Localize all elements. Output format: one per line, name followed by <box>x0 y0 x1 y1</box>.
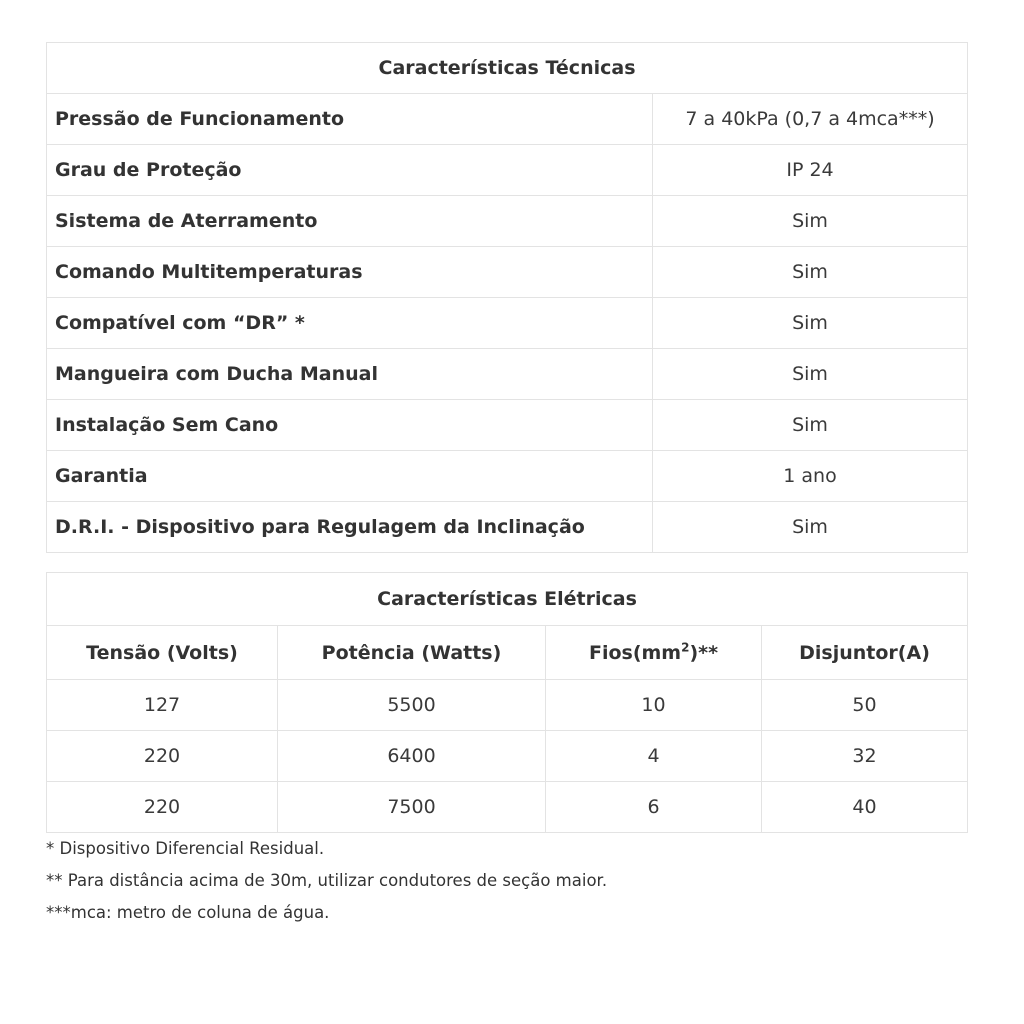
row-label: Sistema de Aterramento <box>47 196 653 247</box>
cell-fios: 4 <box>546 731 762 782</box>
table-row <box>47 298 968 349</box>
table-row <box>47 782 968 833</box>
table-row <box>47 94 968 145</box>
table-row <box>47 451 968 502</box>
row-label: D.R.I. - Dispositivo para Regulagem da Inclinação <box>47 502 653 553</box>
table-title: Características Técnicas <box>47 43 968 94</box>
cell-tensao: 127 <box>47 680 278 731</box>
row-label: Garantia <box>47 451 653 502</box>
row-label: Compatível com “DR” * <box>47 298 653 349</box>
fios-superscript: 2 <box>681 640 690 655</box>
table-title: Características Elétricas <box>47 573 968 626</box>
row-label: Comando Multitemperaturas <box>47 247 653 298</box>
footnote: * Dispositivo Diferencial Residual. <box>46 839 325 858</box>
row-value: Sim <box>653 502 968 553</box>
cell-tensao: 220 <box>47 731 278 782</box>
fios-suffix: )** <box>689 641 719 664</box>
column-header-tensao: Tensão (Volts) <box>47 626 278 680</box>
table-row <box>47 502 968 553</box>
fios-prefix: Fios(mm <box>588 641 682 664</box>
cell-disjuntor: 40 <box>762 782 968 833</box>
row-label: Pressão de Funcionamento <box>47 94 653 145</box>
row-value: Sim <box>653 349 968 400</box>
table-row <box>47 247 968 298</box>
table-row <box>47 145 968 196</box>
row-value: IP 24 <box>653 145 968 196</box>
cell-potencia: 5500 <box>278 680 546 731</box>
cell-potencia: 6400 <box>278 731 546 782</box>
table-row <box>47 400 968 451</box>
column-header-potencia: Potência (Watts) <box>278 626 546 680</box>
cell-tensao: 220 <box>47 782 278 833</box>
row-value: Sim <box>653 400 968 451</box>
row-value: Sim <box>653 298 968 349</box>
cell-fios: 10 <box>546 680 762 731</box>
cell-potencia: 7500 <box>278 782 546 833</box>
footnote: ** Para distância acima de 30m, utilizar condutores de seção maior. <box>46 871 608 890</box>
table-row <box>47 196 968 247</box>
header-row <box>47 626 968 680</box>
row-label: Instalação Sem Cano <box>47 400 653 451</box>
column-header-disjuntor: Disjuntor(A) <box>762 626 968 680</box>
table-row <box>47 731 968 782</box>
table-row <box>47 349 968 400</box>
table-row <box>47 680 968 731</box>
row-label: Mangueira com Ducha Manual <box>47 349 653 400</box>
table-title-row <box>47 43 968 94</box>
footnotes <box>46 838 607 934</box>
table-title-row <box>47 573 968 626</box>
row-label: Grau de Proteção <box>47 145 653 196</box>
cell-disjuntor: 50 <box>762 680 968 731</box>
technical-characteristics-table <box>46 42 968 553</box>
electrical-characteristics-table <box>46 572 968 833</box>
row-value: 1 ano <box>653 451 968 502</box>
row-value: Sim <box>653 247 968 298</box>
cell-fios: 6 <box>546 782 762 833</box>
footnote: ***mca: metro de coluna de água. <box>46 903 330 922</box>
column-header-fios <box>546 626 762 680</box>
row-value: Sim <box>653 196 968 247</box>
row-value: 7 a 40kPa (0,7 a 4mca***) <box>653 94 968 145</box>
cell-disjuntor: 32 <box>762 731 968 782</box>
